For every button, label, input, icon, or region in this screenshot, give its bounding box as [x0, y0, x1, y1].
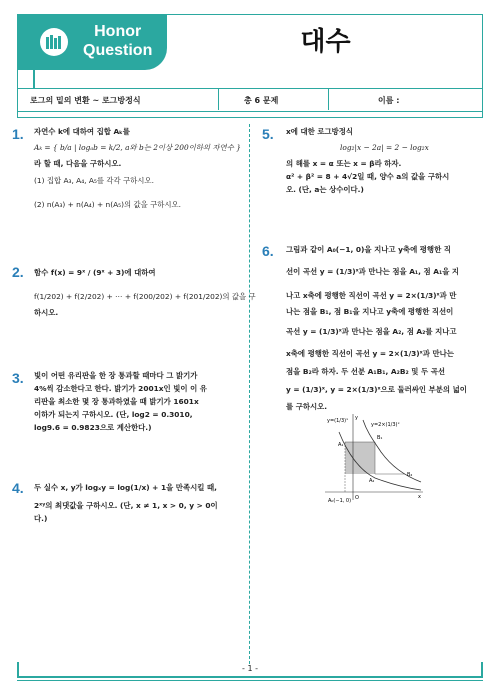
page-title: 대수 — [300, 27, 351, 57]
question-text: log₂|x − 2a| = 2 − log₂x — [340, 143, 429, 152]
question-text: 빛이 어떤 유리판을 한 장 통과할 때마다 그 밝기가 — [34, 371, 198, 380]
question-number: 2. — [12, 264, 24, 280]
books-icon — [40, 28, 68, 56]
logo-line1: Honor — [94, 23, 142, 40]
column-divider — [249, 124, 250, 664]
question-text: x에 대한 로그방정식 — [286, 127, 354, 136]
question-text: 선이 곡선 y = (1/3)ˣ과 만나는 점을 A₁, 점 A₁을 지 — [286, 267, 460, 276]
question-number: 1. — [12, 126, 24, 142]
footer-line — [17, 676, 483, 678]
info-topic: 로그의 밑의 변환 ~ 로그방정식 — [30, 96, 141, 105]
question-text: 곡선 y = (1/3)ˣ과 만나는 점을 A₂, 점 A₂를 지나고 — [286, 327, 457, 336]
question-text: x축에 평행한 직선이 곡선 y = 2×(1/3)ˣ과 만나는 — [286, 349, 454, 358]
a0-label: A₀(−1, 0) — [328, 498, 352, 504]
question-text: log9.6 = 0.9823으로 계산한다.) — [34, 423, 152, 432]
question-text: 4%씩 감소한다고 한다. 밝기가 2001x인 빛이 이 유 — [34, 384, 207, 393]
question-text: 를 구하시오. — [286, 402, 328, 411]
question-number: 4. — [12, 480, 24, 496]
b2-label: B₂ — [407, 472, 413, 478]
question-text: Aₖ = { b/a | logₐb = k/2, a와 b는 2이상 200이하의 자연수 } — [34, 143, 241, 152]
curve-2-label: y=2×(1/3)ˣ — [371, 422, 400, 428]
origin-label: O — [355, 495, 359, 501]
b1-label: B₁ — [377, 435, 383, 441]
question-text: 하시오. — [34, 308, 59, 317]
question-text: 두 실수 x, y가 logₓy = log(1/x) + 1을 만족시킬 때, — [34, 483, 217, 492]
a2-label: A₂ — [369, 478, 375, 484]
question-number: 6. — [262, 243, 274, 259]
y-axis-label: y — [355, 415, 358, 421]
question-text: 이하가 되는지 구하시오. (단, log2 = 0.3010, — [34, 410, 193, 419]
logo-line2: Question — [83, 42, 153, 59]
x-axis-label: x — [418, 494, 421, 500]
info-name: 이름 : — [378, 96, 400, 105]
question-text: f(1/202) + f(2/202) + ⋯ + f(200/202) + f(201/202)의 값을 구 — [34, 292, 256, 301]
question-text: 나고 x축에 평행한 직선이 곡선 y = 2×(1/3)ˣ과 만 — [286, 291, 457, 300]
question-text: α² + β² = 8 + 4√2일 때, 양수 a의 값을 구하시 — [286, 172, 450, 181]
question-text: 리판을 최소한 몇 장 통과하였을 때 밝기가 1601x — [34, 397, 199, 406]
question-text: 오. (단, a는 상수이다.) — [286, 185, 364, 194]
question-text: 그림과 같이 A₀(−1, 0)을 지나고 y축에 평행한 직 — [286, 245, 451, 254]
question-text: 나는 점을 B₁, 점 B₁을 지나고 y축에 평행한 직선이 — [286, 307, 454, 316]
question-text: 의 해를 x = α 또는 x = β라 하자. — [286, 159, 402, 168]
question-text: (2) n(A₃) + n(A₄) + n(A₅)의 값을 구하시오. — [34, 200, 182, 209]
question-number: 3. — [12, 370, 24, 386]
q6-figure — [325, 412, 425, 504]
shaded-region — [345, 442, 375, 474]
question-text: y = (1/3)ˣ, y = 2×(1/3)ˣ으로 둘러싸인 부분의 넓이 — [286, 385, 467, 394]
curve-1-label: y=(1/3)ˣ — [327, 418, 349, 424]
question-text: 라 할 때, 다음을 구하시오. — [34, 159, 122, 168]
header-divider — [33, 70, 35, 88]
question-text: 점을 B₂라 하자. 두 선분 A₁B₁, A₂B₂ 및 두 곡선 — [286, 367, 445, 376]
question-text: 자연수 k에 대하여 집합 Aₖ를 — [34, 127, 130, 136]
question-text: 다.) — [34, 514, 48, 523]
info-count: 총 6 문제 — [244, 96, 279, 105]
question-text: 함수 f(x) = 9ˣ / (9ˣ + 3)에 대하여 — [34, 268, 156, 277]
question-text: 2ˣʸ의 최댓값을 구하시오. (단, x ≠ 1, x > 0, y > 0이 — [34, 501, 218, 510]
question-number: 5. — [262, 126, 274, 142]
question-text: (1) 집합 A₃, A₄, A₅를 각각 구하시오. — [34, 176, 154, 185]
page-number: - 1 - — [242, 664, 258, 673]
info-bar — [17, 88, 483, 112]
honor-question-logo — [17, 14, 167, 70]
a1-label: A₁ — [338, 442, 344, 448]
